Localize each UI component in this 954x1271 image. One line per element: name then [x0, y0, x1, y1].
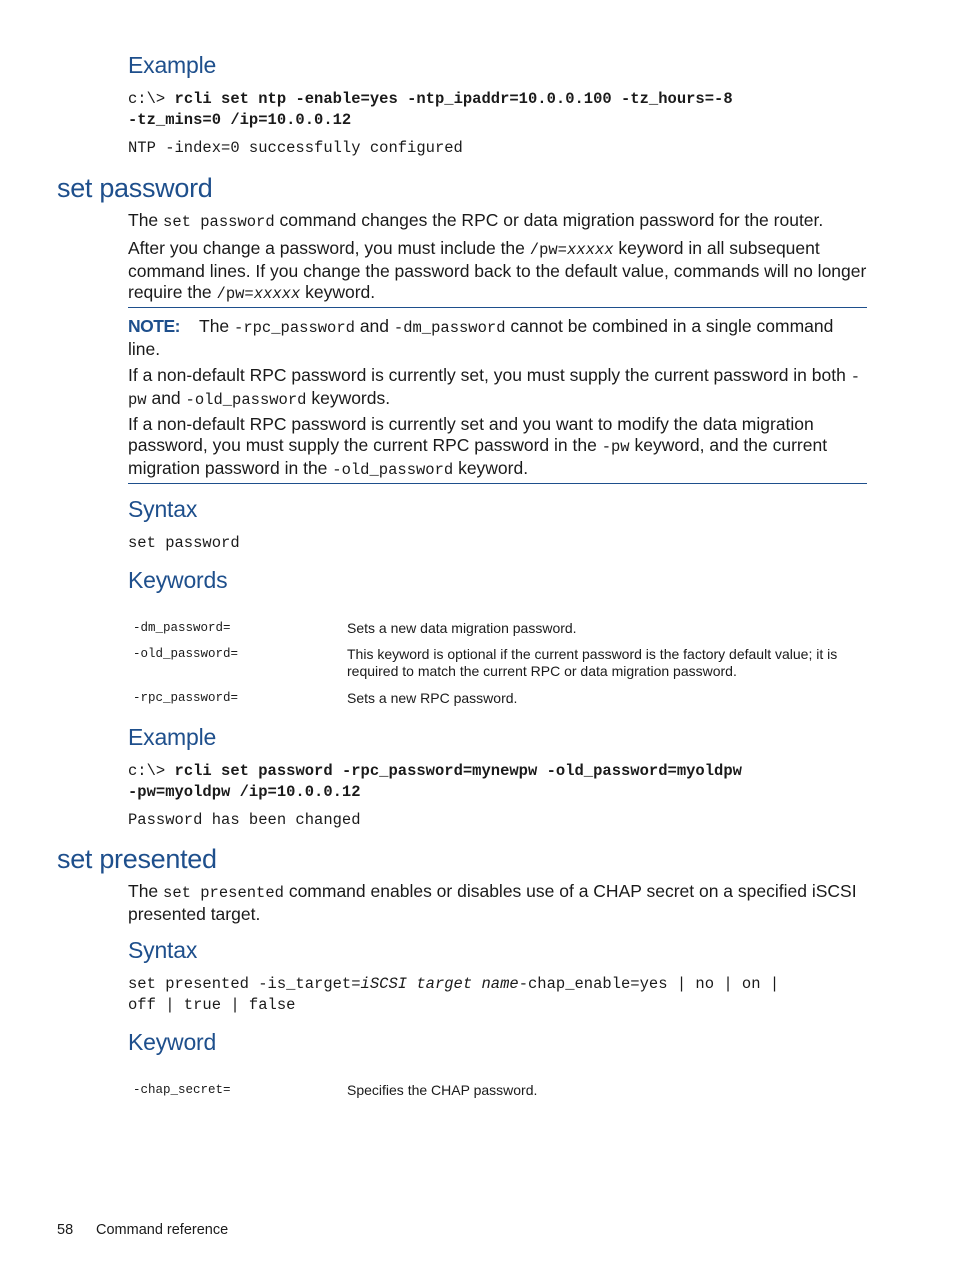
- ntp-command-output: NTP -index=0 successfully configured: [128, 139, 463, 157]
- set-presented-description: The set presented command enables or disables use of a CHAP secret on a specified iSCSI presented target.: [128, 881, 857, 924]
- set-password-command-output: Password has been changed: [128, 811, 361, 829]
- syntax-heading-set-presented: Syntax: [128, 937, 198, 963]
- note-top-divider: [128, 307, 867, 308]
- example-heading-set-password: Example: [128, 724, 217, 750]
- ntp-command-line2: -tz_mins=0 /ip=10.0.0.12: [128, 111, 352, 129]
- set-password-description: The set password command changes the RPC or data migration password for the router.: [128, 210, 824, 231]
- note-bottom-divider: [128, 483, 867, 484]
- footer-section-title: Command reference: [96, 1222, 229, 1238]
- ntp-command: [128, 89, 733, 131]
- keyword-desc-rpc-password: Sets a new RPC password.: [347, 690, 518, 706]
- keyword-name-chap-secret: -chap_secret=: [133, 1083, 231, 1097]
- note-paragraph-3: If a non-default RPC password is currently set and you want to modify the data migration password, you must supply the current RPC password in the -pw keyword, and the current migration password in the -old_password keyword.: [128, 414, 828, 479]
- keyword-heading: Keyword: [128, 1029, 217, 1055]
- set-presented-syntax: set presented -is_target=iSCSI target name-chap_enable=yes | no | on | off | true | false: [128, 975, 780, 1014]
- section-title-set-password: set password: [57, 173, 213, 203]
- syntax-variable: iSCSI target name: [360, 975, 519, 993]
- command-prompt: c:\>: [128, 90, 166, 108]
- set-password-pw-paragraph: After you change a password, you must include the /pw=xxxxx keyword in all subsequent command lines. If you change the password back to the default value, commands will no longer require the /pw=xxxxx keyword.: [128, 238, 867, 303]
- section-title-set-presented: set presented: [57, 844, 217, 874]
- set-password-command: [128, 761, 742, 803]
- keyword-desc-dm-password: Sets a new data migration password.: [347, 620, 577, 636]
- keyword-name-old-password: -old_password=: [133, 647, 239, 661]
- ntp-command-line1: rcli set ntp -enable=yes -ntp_ipaddr=10.0.0.100 -tz_hours=-8: [174, 90, 733, 108]
- keyword-desc-old-password: This keyword is optional if the current password is the factory default value; it is required to match the current RPC or data migration password.: [347, 646, 838, 679]
- keyword-name-dm-password: -dm_password=: [133, 621, 231, 635]
- syntax-heading-set-password: Syntax: [128, 496, 198, 522]
- note-paragraph-2: If a non-default RPC password is currently set, you must supply the current password in both -pw and -old_password keywords.: [128, 365, 861, 409]
- keyword-name-rpc-password: -rpc_password=: [133, 691, 239, 705]
- example-heading-ntp: Example: [128, 52, 217, 78]
- set-password-command-line2: -pw=myoldpw /ip=10.0.0.12: [128, 783, 361, 801]
- keywords-heading: Keywords: [128, 567, 228, 593]
- note-paragraph-1: NOTE: The -rpc_password and -dm_password cannot be combined in a single command line.: [128, 316, 834, 359]
- page-number: 58: [57, 1222, 74, 1238]
- inline-code: set password: [163, 213, 275, 231]
- set-password-command-line1: rcli set password -rpc_password=mynewpw -old_password=myoldpw: [174, 762, 742, 780]
- note-label: NOTE:: [128, 316, 180, 336]
- set-password-syntax: set password: [128, 534, 240, 552]
- keyword-desc-chap-secret: Specifies the CHAP password.: [347, 1082, 538, 1098]
- command-prompt: c:\>: [128, 762, 166, 780]
